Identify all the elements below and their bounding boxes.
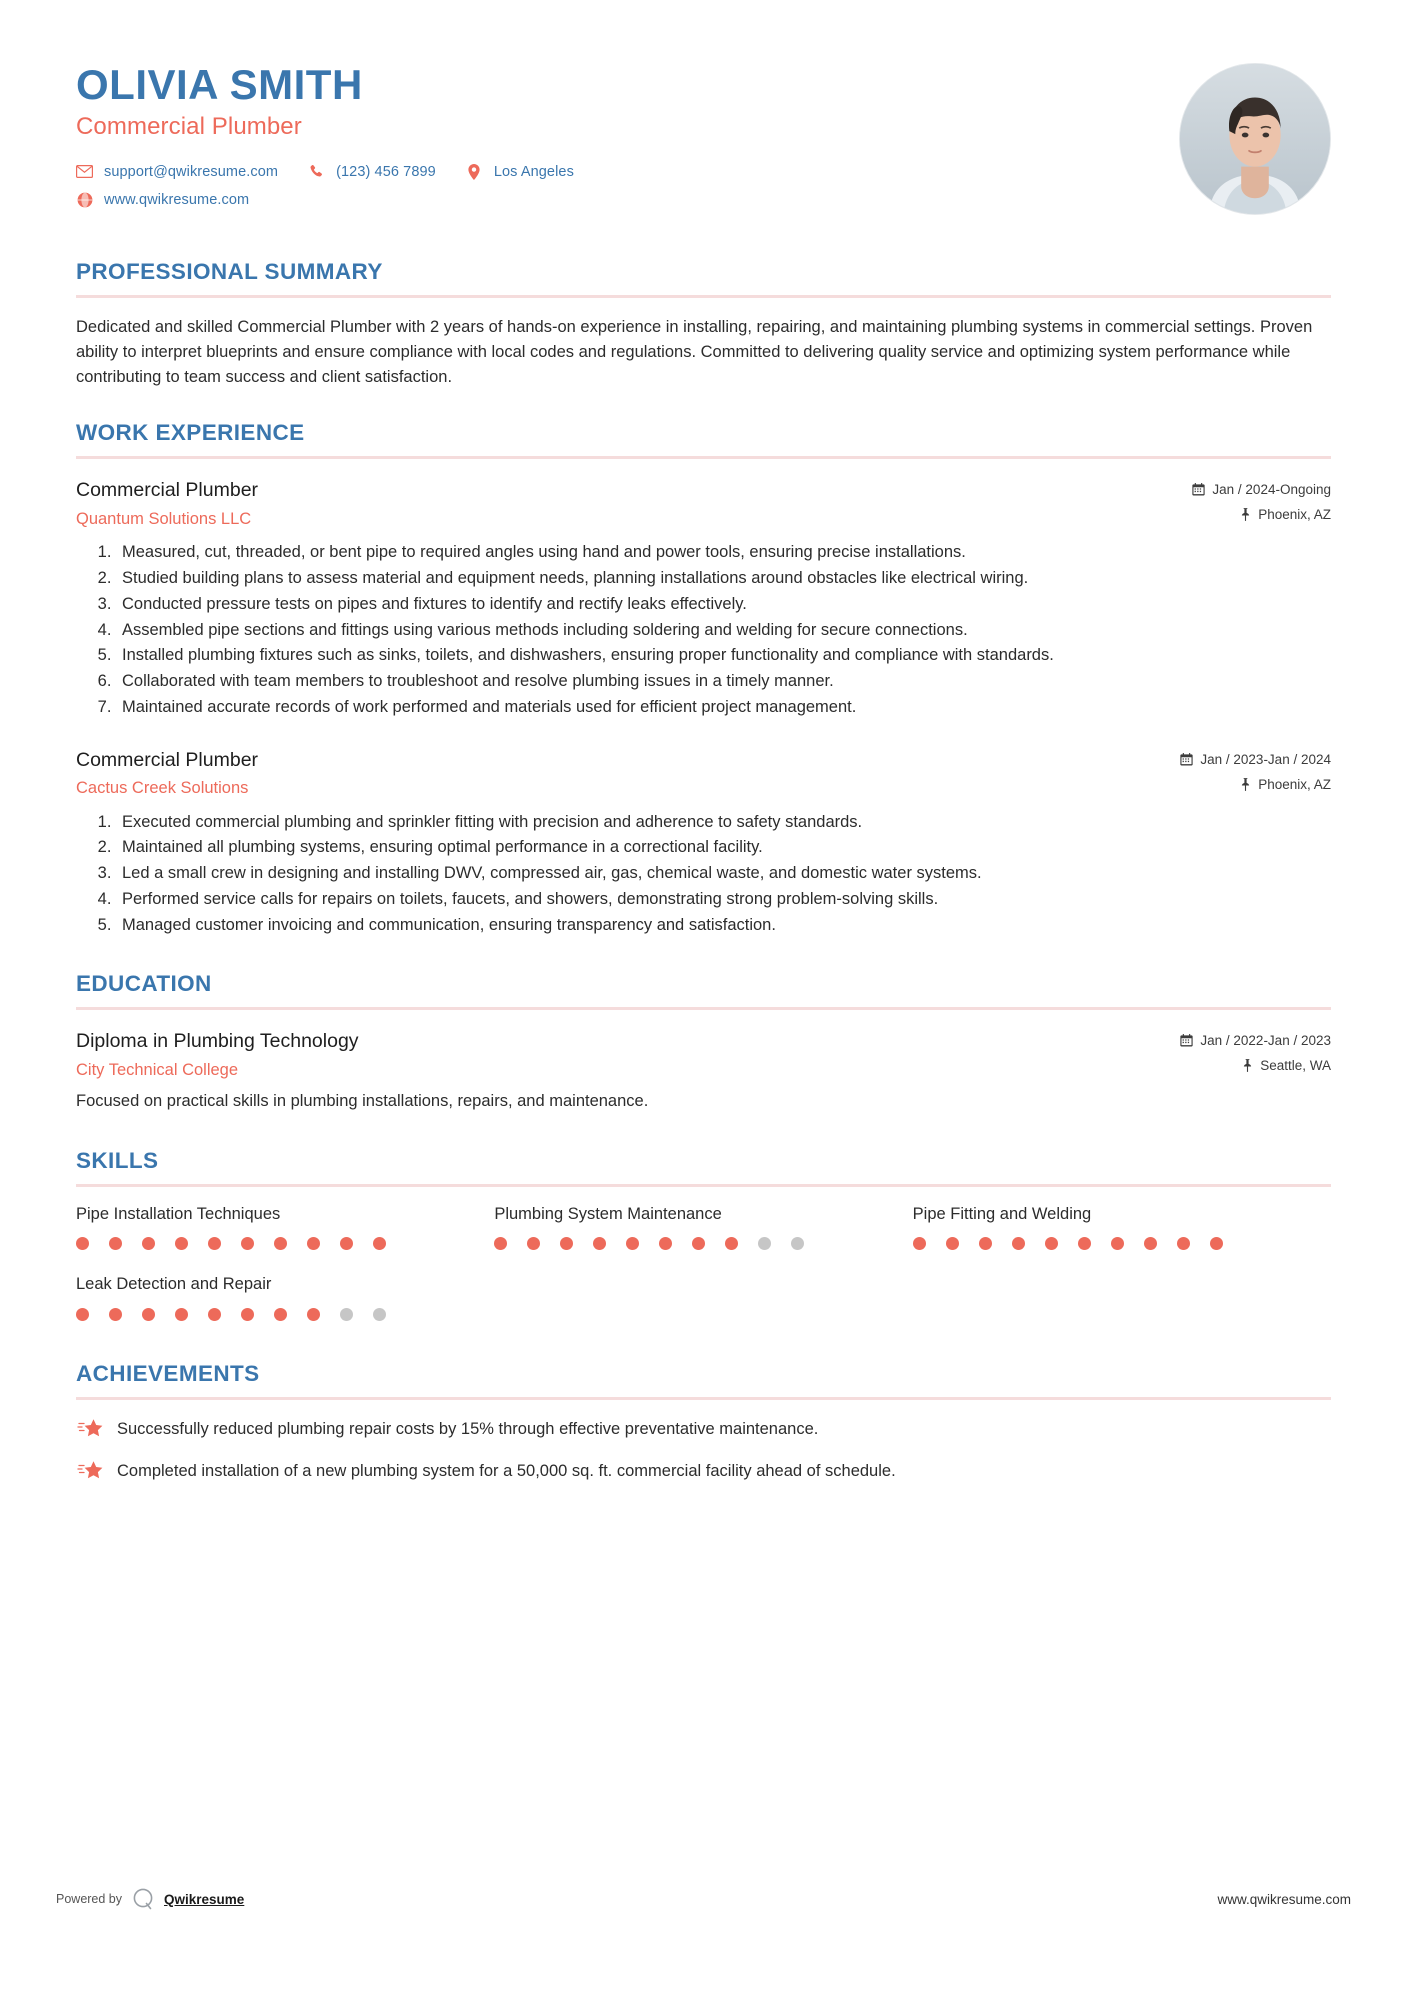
skill-level-dot bbox=[109, 1237, 122, 1250]
achievement-text: Completed installation of a new plumbing system for a 50,000 sq. ft. commercial facility ahead of schedule. bbox=[117, 1461, 896, 1480]
skill-name: Pipe Installation Techniques bbox=[76, 1205, 281, 1224]
qwikresume-logo-icon bbox=[131, 1886, 157, 1912]
education-description: Focused on practical skills in plumbing installations, repairs, and maintenance. bbox=[76, 1092, 649, 1111]
work-bullet: 5. Managed customer invoicing and communication, ensuring transparency and satisfaction. bbox=[116, 913, 1331, 938]
contact-website-text: www.qwikresume.com bbox=[104, 191, 250, 208]
contact-location-text: Los Angeles bbox=[493, 163, 574, 180]
skill-level-dot bbox=[76, 1237, 89, 1250]
skill-level-dot bbox=[946, 1237, 959, 1250]
skill-level-dot bbox=[340, 1308, 353, 1321]
work-bullet: 3. Conducted pressure tests on pipes and fixtures to identify and rectify leaks effectively. bbox=[116, 592, 1331, 617]
section-education bbox=[76, 971, 1331, 1114]
skill-level-dot bbox=[109, 1308, 122, 1321]
skill-level-dot bbox=[76, 1308, 89, 1321]
skill-level-meter bbox=[494, 1237, 912, 1250]
work-location: Phoenix, AZ bbox=[1192, 507, 1331, 522]
skill-name: Leak Detection and Repair bbox=[76, 1275, 272, 1294]
section-title-work: WORK EXPERIENCE bbox=[76, 420, 305, 446]
map-pin-icon bbox=[1242, 1059, 1253, 1072]
skill-level-dot bbox=[913, 1237, 926, 1250]
contact-website[interactable] bbox=[76, 191, 249, 208]
skill-level-dot bbox=[274, 1308, 287, 1321]
skill-level-dot bbox=[626, 1237, 639, 1250]
skill-item bbox=[76, 1274, 494, 1320]
section-divider bbox=[76, 1007, 1331, 1010]
education-entry-header bbox=[76, 1027, 1331, 1083]
calendar-icon bbox=[1192, 483, 1205, 496]
achievement-item bbox=[76, 1417, 1331, 1442]
work-dates: Jan / 2024-Ongoing bbox=[1192, 482, 1331, 497]
achievement-item bbox=[76, 1459, 1331, 1484]
skill-level-dot bbox=[494, 1237, 507, 1250]
skill-level-dot bbox=[142, 1308, 155, 1321]
email-icon bbox=[76, 163, 93, 180]
work-role: Commercial Plumber bbox=[76, 748, 259, 771]
section-divider bbox=[76, 1184, 1331, 1187]
section-professional-summary bbox=[76, 259, 1331, 390]
globe-icon bbox=[76, 191, 93, 208]
work-bullet: 3. Led a small crew in designing and installing DWV, compressed air, gas, chemical waste, and domestic water systems. bbox=[116, 861, 1331, 886]
contact-location bbox=[466, 163, 574, 180]
skill-item bbox=[76, 1204, 494, 1250]
skill-level-dot bbox=[241, 1308, 254, 1321]
education-degree: Diploma in Plumbing Technology bbox=[76, 1030, 359, 1053]
page-footer bbox=[56, 1886, 1351, 1912]
education-entry-list bbox=[76, 1027, 1331, 1114]
skill-level-dot bbox=[1177, 1237, 1190, 1250]
contact-email-text: support@qwikresume.com bbox=[104, 163, 279, 180]
section-skills bbox=[76, 1148, 1331, 1345]
page-title: OLIVIA SMITH bbox=[76, 61, 363, 108]
section-divider bbox=[76, 295, 1331, 298]
skill-level-meter bbox=[76, 1237, 494, 1250]
skill-level-dot bbox=[791, 1237, 804, 1250]
skill-level-dot bbox=[979, 1237, 992, 1250]
skill-level-dot bbox=[527, 1237, 540, 1250]
skill-level-dot bbox=[274, 1237, 287, 1250]
location-pin-icon bbox=[466, 163, 483, 180]
education-dates: Jan / 2022-Jan / 2023 bbox=[1180, 1033, 1331, 1048]
education-entry-meta bbox=[1180, 1027, 1331, 1083]
powered-by-label: Powered by bbox=[56, 1892, 123, 1906]
work-entry-meta bbox=[1192, 476, 1331, 532]
work-dates: Jan / 2023-Jan / 2024 bbox=[1180, 752, 1331, 767]
work-entry-meta bbox=[1180, 746, 1331, 802]
education-location: Seattle, WA bbox=[1180, 1058, 1331, 1073]
skill-level-dot bbox=[142, 1237, 155, 1250]
map-pin-icon bbox=[1240, 778, 1251, 791]
skill-name: Plumbing System Maintenance bbox=[494, 1205, 722, 1224]
skill-level-dot bbox=[1111, 1237, 1124, 1250]
skill-name: Pipe Fitting and Welding bbox=[912, 1205, 1092, 1224]
work-bullet: 1. Executed commercial plumbing and sprinkler fitting with precision and adherence to safety standards. bbox=[116, 810, 1331, 835]
calendar-icon bbox=[1180, 753, 1193, 766]
education-entry-identity bbox=[76, 1027, 1180, 1082]
work-bullet-list bbox=[76, 540, 1331, 719]
contact-phone-text: (123) 456 7899 bbox=[336, 163, 436, 180]
star-icon bbox=[76, 1459, 106, 1483]
contact-row-primary bbox=[76, 163, 1179, 180]
skill-level-dot bbox=[1144, 1237, 1157, 1250]
skill-level-dot bbox=[725, 1237, 738, 1250]
header-identity-block bbox=[76, 55, 1179, 219]
phone-icon bbox=[308, 163, 325, 180]
star-icon bbox=[76, 1417, 106, 1441]
work-company: Cactus Creek Solutions bbox=[76, 778, 249, 797]
skill-level-dot bbox=[758, 1237, 771, 1250]
work-entry bbox=[76, 476, 1331, 719]
section-title-education: EDUCATION bbox=[76, 971, 212, 997]
work-entry-identity bbox=[76, 746, 1180, 801]
work-company: Quantum Solutions LLC bbox=[76, 509, 252, 528]
skill-level-dot bbox=[373, 1237, 386, 1250]
work-bullet: 2. Studied building plans to assess material and equipment needs, planning installations around obstacles like electrical wiring. bbox=[116, 566, 1331, 591]
achievement-text: Successfully reduced plumbing repair costs by 15% through effective preventative maintenance. bbox=[117, 1419, 819, 1438]
skill-level-dot bbox=[692, 1237, 705, 1250]
skill-level-dot bbox=[307, 1237, 320, 1250]
calendar-icon bbox=[1180, 1034, 1193, 1047]
section-divider bbox=[76, 1397, 1331, 1400]
work-entry-identity bbox=[76, 476, 1192, 531]
skill-level-dot bbox=[593, 1237, 606, 1250]
contact-info bbox=[76, 163, 1179, 208]
contact-row-secondary bbox=[76, 191, 1179, 208]
skill-level-dot bbox=[560, 1237, 573, 1250]
map-pin-icon bbox=[1240, 508, 1251, 521]
section-title-skills: SKILLS bbox=[76, 1148, 159, 1174]
skill-level-dot bbox=[1045, 1237, 1058, 1250]
skill-level-dot bbox=[340, 1237, 353, 1250]
skill-level-dot bbox=[373, 1308, 386, 1321]
skill-level-dot bbox=[1078, 1237, 1091, 1250]
footer-website[interactable]: www.qwikresume.com bbox=[1217, 1891, 1351, 1907]
education-school: City Technical College bbox=[76, 1060, 239, 1079]
work-bullet: 6. Collaborated with team members to troubleshoot and resolve plumbing issues in a timely manner. bbox=[116, 669, 1331, 694]
skill-level-dot bbox=[241, 1237, 254, 1250]
work-entry-header bbox=[76, 746, 1331, 802]
work-bullet: 2. Maintained all plumbing systems, ensuring optimal performance in a correctional facility. bbox=[116, 835, 1331, 860]
contact-phone[interactable] bbox=[308, 163, 436, 180]
footer-brand-block bbox=[56, 1886, 244, 1912]
skill-level-meter bbox=[76, 1308, 494, 1321]
section-title-summary: PROFESSIONAL SUMMARY bbox=[76, 259, 383, 285]
skill-level-dot bbox=[659, 1237, 672, 1250]
work-bullet: 4. Assembled pipe sections and fittings using various methods including soldering and welding for secure connections. bbox=[116, 618, 1331, 643]
work-role: Commercial Plumber bbox=[76, 479, 259, 502]
avatar bbox=[1179, 63, 1331, 215]
section-work-experience bbox=[76, 420, 1331, 937]
work-entry bbox=[76, 746, 1331, 938]
skill-item bbox=[494, 1204, 912, 1250]
work-location: Phoenix, AZ bbox=[1180, 777, 1331, 792]
skill-item bbox=[913, 1204, 1331, 1250]
contact-email[interactable] bbox=[76, 163, 278, 180]
resume-header bbox=[76, 55, 1331, 219]
header-job-title: Commercial Plumber bbox=[76, 113, 302, 141]
skill-level-dot bbox=[208, 1237, 221, 1250]
skills-grid bbox=[76, 1204, 1331, 1345]
achievement-list bbox=[76, 1417, 1331, 1484]
skill-level-dot bbox=[208, 1308, 221, 1321]
skill-level-dot bbox=[175, 1237, 188, 1250]
section-divider bbox=[76, 456, 1331, 459]
work-entry-list bbox=[76, 476, 1331, 937]
work-bullet: 7. Maintained accurate records of work performed and materials used for efficient project management. bbox=[116, 695, 1331, 720]
skill-level-dot bbox=[175, 1308, 188, 1321]
qwikresume-brand-link[interactable]: Qwikresume bbox=[164, 1891, 245, 1907]
skill-level-dot bbox=[1210, 1237, 1223, 1250]
section-title-achievements: ACHIEVEMENTS bbox=[76, 1360, 260, 1386]
summary-text: Dedicated and skilled Commercial Plumber with 2 years of hands-on experience in installing, repairing, and maintaining plumbing systems in commercial settings. Proven ability to interpret blueprints and ensure compliance with local codes and regulations. Committed to delivering quality service and optimizing system performance while contributing to team success and client satisfaction. bbox=[76, 318, 1313, 387]
skill-level-dot bbox=[307, 1308, 320, 1321]
work-entry-header bbox=[76, 476, 1331, 532]
work-bullet: 1. Measured, cut, threaded, or bent pipe to required angles using hand and power tools, ensuring precise installations. bbox=[116, 540, 1331, 565]
education-entry bbox=[76, 1027, 1331, 1114]
work-bullet-list bbox=[76, 810, 1331, 938]
section-achievements bbox=[76, 1361, 1331, 1484]
work-bullet: 4. Performed service calls for repairs on toilets, faucets, and showers, demonstrating strong problem-solving skills. bbox=[116, 887, 1331, 912]
skill-level-meter bbox=[913, 1237, 1331, 1250]
skill-level-dot bbox=[1012, 1237, 1025, 1250]
work-bullet: 5. Installed plumbing fixtures such as sinks, toilets, and dishwashers, ensuring proper functionality and compliance with standards. bbox=[116, 643, 1331, 668]
